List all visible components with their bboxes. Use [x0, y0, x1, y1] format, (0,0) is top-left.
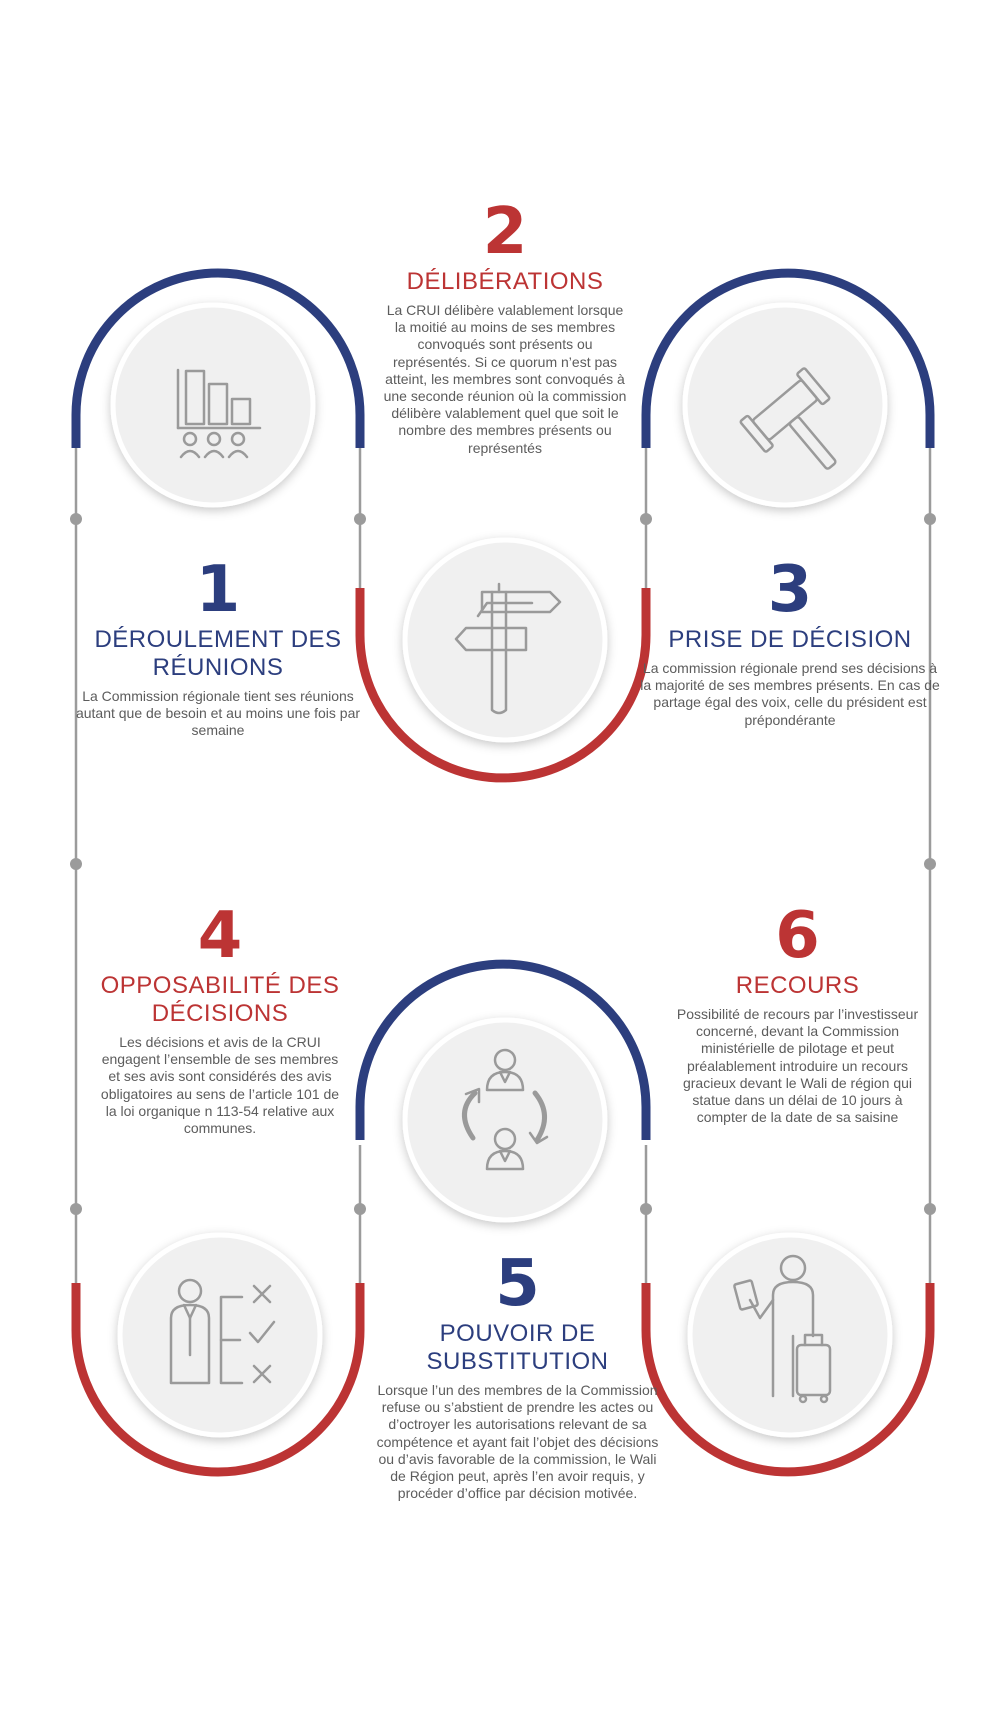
step-number: 3	[767, 553, 813, 627]
connector-dot	[354, 513, 366, 525]
icon-circle-step-3	[685, 305, 885, 505]
step-title: OPPOSABILITÉ DES DÉCISIONS	[100, 972, 340, 1027]
step-title: DÉROULEMENT DES RÉUNIONS	[94, 626, 342, 681]
step-2	[380, 196, 630, 457]
step-title: RECOURS	[735, 972, 860, 999]
step-1	[73, 554, 363, 740]
step-6	[675, 900, 920, 1126]
icon-circle-step-6	[690, 1235, 890, 1435]
step-title: POUVOIR DE SUBSTITUTION	[426, 1320, 609, 1375]
icon-circle-step-1	[113, 305, 313, 505]
connector-dot	[70, 513, 82, 525]
step-description: Les décisions et avis de la CRUI engagent l’ensemble de ses membres et ses avis sont considérés des avis obligatoires au sens de l’article 101 de la loi organique n 113-54 relative aux communes.	[100, 1034, 340, 1137]
step-number: 6	[775, 899, 820, 973]
connector-dot	[924, 513, 936, 525]
step-description: La CRUI délibère valablement lorsque la moitié au moins de ses membres convoqués sont présents ou représentés. Si ce quorum n’est pas atteint, les membres sont convoqués à une seconde réunion où la commission délibère valablement quel que soit le nombre des membres présents ou représentés	[383, 302, 627, 456]
connector-dot	[640, 1203, 652, 1215]
step-number: 5	[495, 1247, 540, 1321]
step-description: Lorsque l’un des membres de la Commission refuse ou s’abstient de prendre les actes ou d’octroyer les autorisations relevant de sa compétence et ayant fait l’objet des décisions ou d’avis favorable de la commission, le Wali de Région peut, après l’en avoir requis, y procéder d’office par décision motivée.	[376, 1382, 659, 1502]
step-description: La commission régionale prend ses décisions à la majorité de ses membres présents. En cas de partage égal des voix, celle du président est prépondérante	[640, 660, 940, 728]
connector-dot	[924, 1203, 936, 1215]
connector-dot	[70, 1203, 82, 1215]
connector-dot	[354, 1203, 366, 1215]
step-number: 2	[482, 195, 528, 269]
step-title: DÉLIBÉRATIONS	[406, 268, 604, 295]
step-description: Possibilité de recours par l’investisseur concerné, devant la Commission ministérielle de pilotage et peut préalablement introduire un recours gracieux devant le Wali de région qui statue dans un délai de 10 jours à compter de la date de sa saisine	[676, 1006, 919, 1126]
step-4	[95, 900, 345, 1137]
step-3	[640, 554, 940, 729]
step-number: 4	[197, 899, 243, 973]
step-title: PRISE DE DÉCISION	[668, 626, 912, 653]
step-number: 1	[195, 553, 241, 627]
connector-dot	[640, 513, 652, 525]
step-5	[375, 1248, 660, 1502]
connector-dot	[924, 858, 936, 870]
step-description: La Commission régionale tient ses réunions autant que de besoin et au moins une fois par semaine	[75, 688, 361, 739]
connector-dot	[70, 858, 82, 870]
